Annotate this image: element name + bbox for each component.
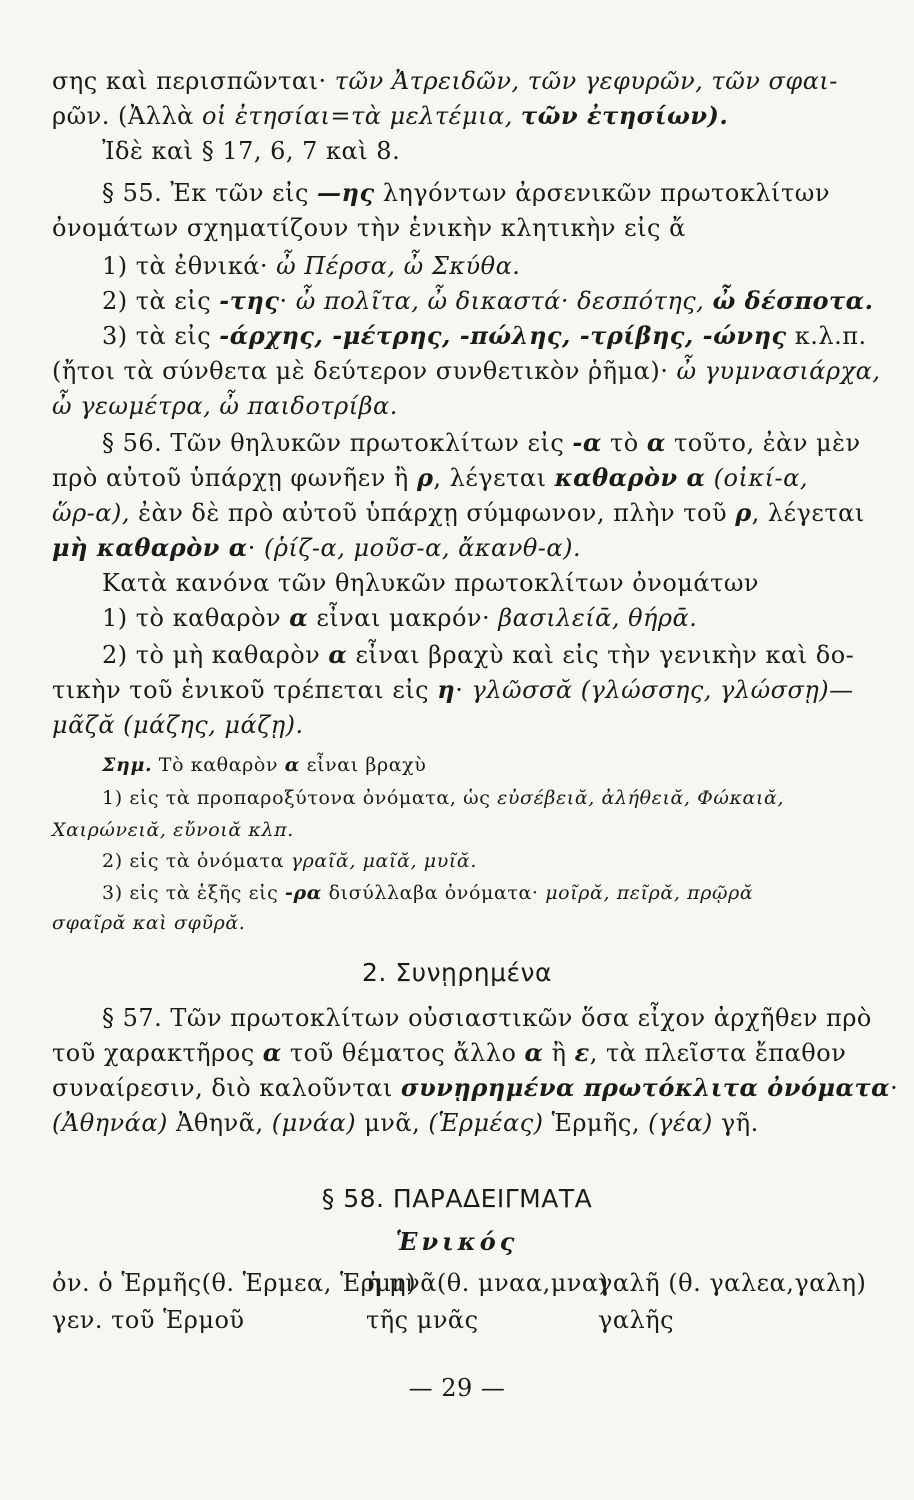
section-57: § 57. Τῶν πρωτοκλίτων οὐσιαστικῶν ὅσα εἶχον ἀρχῆθεν πρὸ bbox=[102, 1004, 872, 1032]
paradigm-row-genitive bbox=[0, 1305, 914, 1337]
text-line: μᾶζᾰ (μάζης, μάζῃ). bbox=[52, 711, 304, 739]
genitive-gale: γαλῆς bbox=[598, 1306, 675, 1334]
text-line: σης καὶ περισπῶνται· τῶν Ἀτρειδῶν, τῶν γεφυρῶν, τῶν σφαι- bbox=[52, 67, 838, 95]
text-line: (ἤτοι τὰ σύνθετα μὲ δεύτερον συνθετικὸν ῥῆμα)· ὦ γυμνασιάρχα, bbox=[52, 357, 881, 385]
text-line: ὀνομάτων σχηματίζουν τὴν ἑνικὴν κλητικὴν εἰς ἄ bbox=[52, 214, 686, 242]
section-58-heading: § 58. ΠΑΡΑΔΕΙΓΜΑΤΑ bbox=[321, 1184, 593, 1213]
note-line: 1) εἰς τὰ προπαροξύτονα ὀνόματα, ὡς εὐσέβειᾰ, ἀλήθειᾰ, Φώκαιᾰ, bbox=[102, 787, 785, 809]
genitive-mna: τῆς μνᾶς bbox=[366, 1306, 479, 1334]
paradigm-row-nominative bbox=[0, 1268, 914, 1300]
page-number: — 29 — bbox=[408, 1374, 506, 1402]
text-line: 2) τὰ εἰς -της· ὦ πολῖτα, ὦ δικαστά· δεσπότης, ὦ δέσποτα. bbox=[102, 286, 874, 315]
section-55: § 55. Ἐκ τῶν εἰς —ης ληγόντων ἀρσενικῶν πρωτοκλίτων bbox=[102, 178, 830, 207]
text-line: τοῦ χαρακτῆρος α τοῦ θέματος ἄλλο α ἢ ε, τὰ πλεῖστα ἔπαθον bbox=[52, 1038, 847, 1067]
text-line: τικὴν τοῦ ἑνικοῦ τρέπεται εἰς η· γλῶσσᾰ (γλώσσης, γλώσσῃ)— bbox=[52, 675, 854, 704]
text-line: ρῶν. (Ἀλλὰ οἱ ἐτησίαι=τὰ μελτέμια, τῶν ἐτησίων). bbox=[52, 101, 729, 130]
text-line: ὦ γεωμέτρα, ὦ παιδοτρίβα. bbox=[52, 392, 398, 420]
text-line: μὴ καθαρὸν α· (ῥίζ-α, μοῦσ-α, ἄκανθ-α). bbox=[52, 533, 582, 562]
singular-heading: Ἑνικός bbox=[395, 1227, 519, 1256]
text-line: ὥρ-α), ἐὰν δὲ πρὸ αὐτοῦ ὑπάρχῃ σύμφωνον, πλὴν τοῦ ρ, λέγεται bbox=[52, 498, 865, 527]
text-line: Ἰδὲ καὶ § 17, 6, 7 καὶ 8. bbox=[102, 137, 401, 165]
text-line: 2) τὸ μὴ καθαρὸν α εἶναι βραχὺ καὶ εἰς τὴν γενικὴν καὶ δο- bbox=[102, 640, 855, 669]
note-line: σφαῖρᾰ καὶ σφῦρᾰ. bbox=[52, 912, 246, 934]
text-line: 3) τὰ εἰς -άρχης, -μέτρης, -πώλης, -τρίβης, -ώνης κ.λ.π. bbox=[102, 321, 867, 350]
text-line: πρὸ αὐτοῦ ὑπάρχῃ φωνῆεν ἢ ρ, λέγεται καθαρὸν α (οἰκί-α, bbox=[52, 463, 808, 492]
note-line: 3) εἰς τὰ ἑξῆς εἰς -ρα δισύλλαβα ὀνόματα· μοῖρᾰ, πεῖρᾰ, πρῷρᾰ bbox=[102, 882, 754, 904]
text-line: Κατὰ κανόνα τῶν θηλυκῶν πρωτοκλίτων ὀνομάτων bbox=[102, 569, 760, 597]
text-line: συναίρεσιν, διὸ καλοῦνται συνῃρημένα πρωτόκλιτα ὀνόματα· bbox=[52, 1073, 899, 1102]
text-line: 1) τὰ ἐθνικά· ὦ Πέρσα, ὦ Σκύθα. bbox=[102, 252, 521, 280]
nominative-mna: ἡ μνᾶ(θ. μναα,μνα) bbox=[366, 1269, 609, 1297]
note-line: 2) εἰς τὰ ὀνόματα γραῖᾰ, μαῖᾰ, μυῖᾰ. bbox=[102, 850, 477, 872]
genitive-ermes: γεν. τοῦ Ἑρμοῦ bbox=[52, 1306, 245, 1334]
text-line: (Ἀθηνάα) Ἀθηνᾶ, (μνάα) μνᾶ, (Ἑρμέας) Ἑρμῆς, (γέα) γῆ. bbox=[52, 1109, 759, 1137]
text-line: 1) τὸ καθαρὸν α εἶναι μακρόν· βασιλείᾱ, θήρᾱ. bbox=[102, 603, 698, 632]
note-line: Χαιρώνειᾰ, εὔνοιᾰ κλπ. bbox=[52, 819, 294, 841]
nominative-ermes: ὀν. ὁ Ἑρμῆς(θ. Ἑρμεα, Ἑρμη) bbox=[52, 1269, 417, 1297]
note-heading: Σημ. Τὸ καθαρὸν α εἶναι βραχὺ bbox=[102, 754, 427, 776]
section-56: § 56. Τῶν θηλυκῶν πρωτοκλίτων εἰς -α τὸ α τοῦτο, ἐὰν μὲν bbox=[102, 428, 861, 457]
subheading: 2. Συνῃρημένα bbox=[362, 958, 552, 987]
nominative-gale: γαλῆ (θ. γαλεα,γαλη) bbox=[598, 1269, 867, 1297]
